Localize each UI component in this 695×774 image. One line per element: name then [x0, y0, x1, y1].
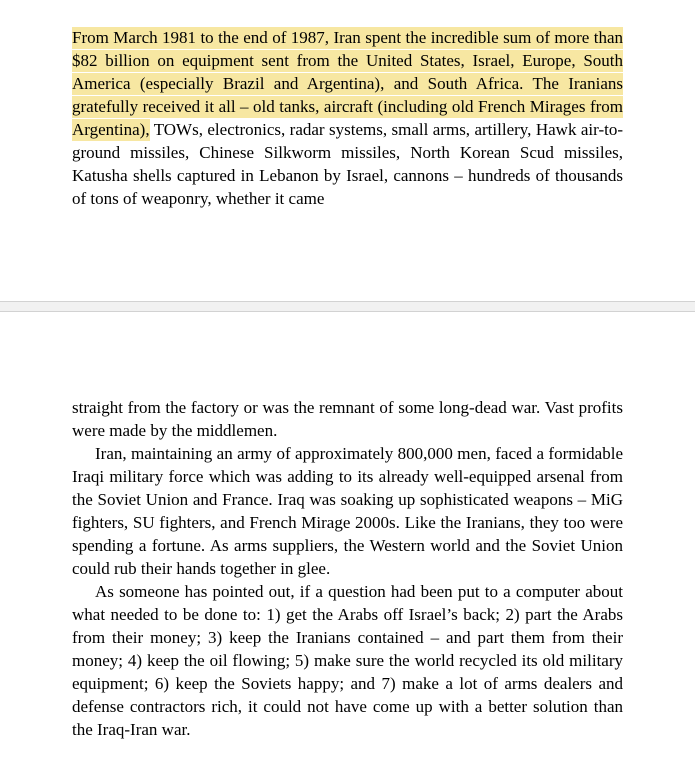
- page-1-text-column: [72, 26, 623, 210]
- page-2-text-column: [72, 396, 623, 741]
- page-2-paragraph-3: As someone has pointed out, if a question had been put to a computer about what needed to be done to: 1) get the Arabs off Israel’s back; 2) part the Arabs from their money; 3) keep the Iranians contained – and part them from their money; 4) keep the oil flowing; 5) make sure the world recycled its old military equipment; 6) keep the Soviets happy; and 7) make a lot of arms dealers and defense contractors rich, it could not have come up with a better solution than the Iraq-Iran war.: [72, 582, 623, 739]
- page-1-paragraph: [72, 26, 623, 210]
- page-2: [0, 312, 695, 774]
- page-break-separator: [0, 301, 695, 312]
- page-2-paragraph-1: straight from the factory or was the remnant of some long-dead war. Vast profits were made by the middlemen.: [72, 398, 623, 440]
- page-1-paragraph-continuation: TOWs, electronics, radar systems, small arms, artillery, Hawk air-to-ground missiles, Chinese Silkworm missiles, North Korean Scud missiles, Katusha shells captured in Lebanon by Israel, cannons – hundreds of thousands of tons of weaponry, whether it came: [72, 120, 623, 208]
- page-2-paragraph-2: Iran, maintaining an army of approximately 800,000 men, faced a formidable Iraqi military force which was adding to its already well-equipped arsenal from the Soviet Union and France. Iraq was soaking up sophisticated weapons – MiG fighters, SU fighters, and French Mirage 2000s. Like the Iranians, they too were spending a fortune. As arms suppliers, the Western world and the Soviet Union could rub their hands together in glee.: [72, 444, 623, 578]
- highlighted-passage[interactable]: From March 1981 to the end of 1987, Iran spent the incredible sum of more than $82 billion on equipment sent from the United States, Israel, Europe, South America (especially Brazil and Argentina), and South Africa. The Iranians gratefully received it all – old tanks, aircraft (including old French Mirages from Argentina),: [72, 28, 623, 139]
- page-1: [0, 0, 695, 301]
